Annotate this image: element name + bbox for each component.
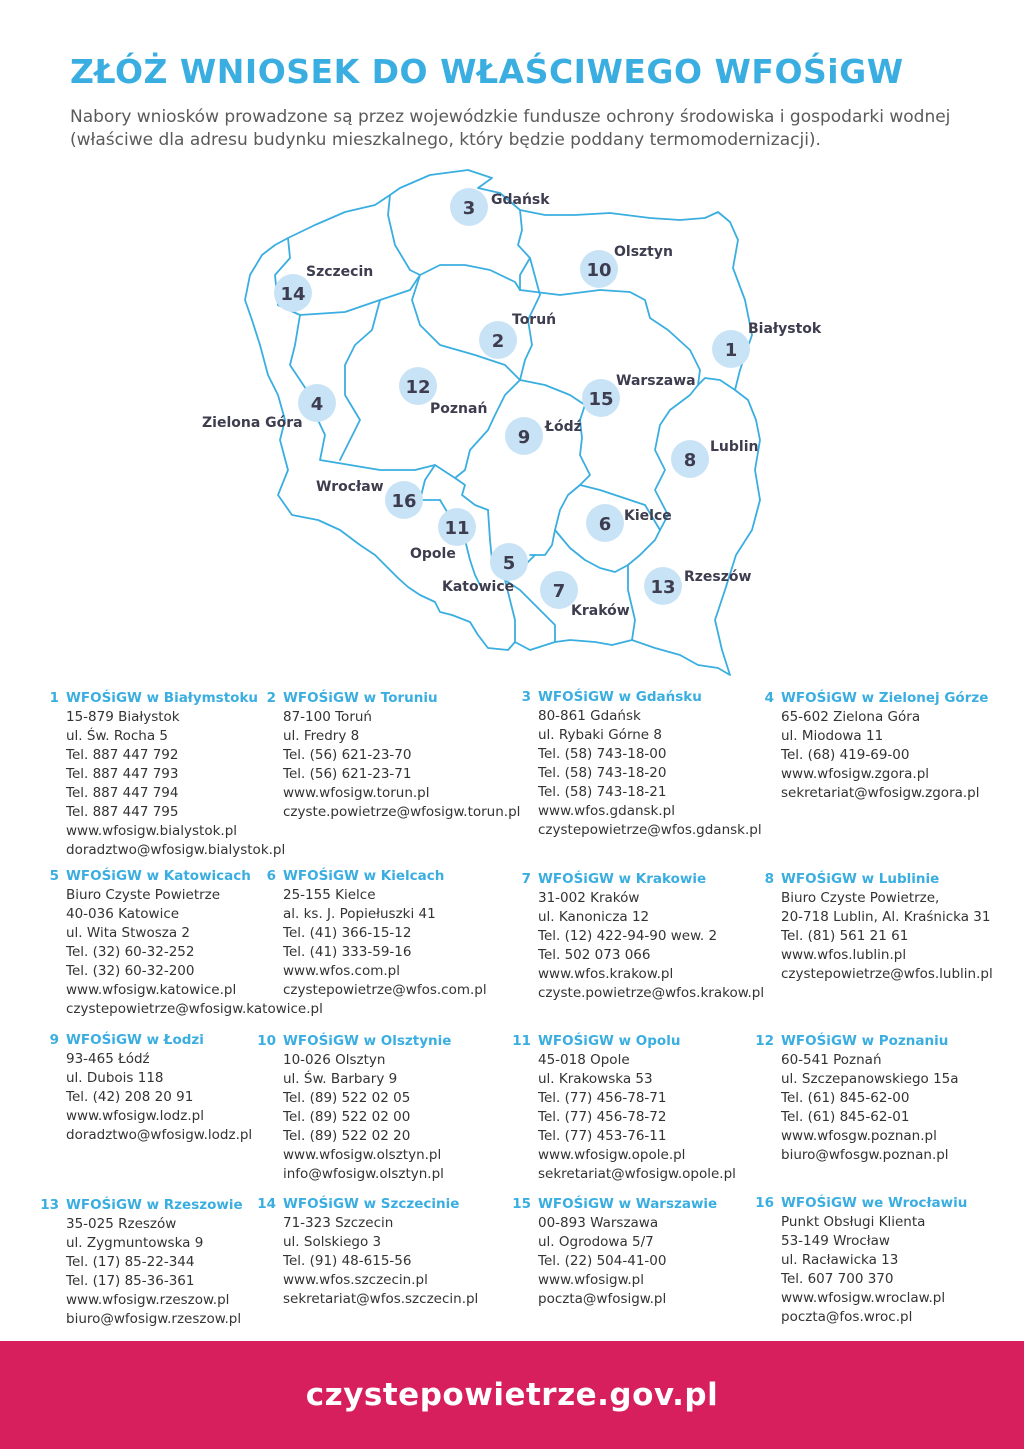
- office-name: WFOŚiGW w Olsztynie: [283, 1033, 452, 1049]
- city-label-olsztyn: Olsztyn: [614, 244, 673, 260]
- office-line: ul. Kanonicza 12: [538, 909, 650, 925]
- page-title: ZŁÓŻ WNIOSEK DO WŁAŚCIWEGO WFOŚiGW: [70, 52, 904, 91]
- office-line: Tel. 887 447 793: [66, 766, 179, 782]
- office-line: ul. Solskiego 3: [283, 1234, 382, 1250]
- office-11: [512, 1032, 736, 1184]
- office-email-link[interactable]: czystepowietrze@wfos.com.pl: [283, 982, 487, 998]
- office-line: Tel. 607 700 370: [781, 1271, 894, 1287]
- office-line: Tel. (89) 522 02 05: [283, 1090, 411, 1106]
- office-2: [266, 689, 521, 822]
- office-line: Tel. (22) 504-41-00: [538, 1253, 667, 1269]
- office-website-link[interactable]: www.wfosgw.poznan.pl: [781, 1128, 937, 1144]
- office-line: Tel. 502 073 066: [538, 947, 651, 963]
- office-line: 60-541 Poznań: [781, 1052, 882, 1068]
- office-14: [257, 1195, 479, 1309]
- office-line: Tel. (68) 419-69-00: [781, 747, 910, 763]
- office-line: ul. Krakowska 53: [538, 1071, 653, 1087]
- office-line: 20-718 Lublin, Al. Kraśnicka 31: [781, 909, 991, 925]
- office-line: Tel. (81) 561 21 61: [781, 928, 909, 944]
- office-name: WFOŚiGW w Katowicach: [66, 868, 251, 884]
- office-email-link[interactable]: info@wfosigw.olsztyn.pl: [283, 1166, 444, 1182]
- office-line: 25-155 Kielce: [283, 887, 376, 903]
- office-number: 2: [266, 690, 276, 706]
- office-8: [764, 870, 993, 984]
- office-line: Punkt Obsługi Klienta: [781, 1214, 926, 1230]
- office-13: [40, 1196, 243, 1329]
- office-line: Tel. (17) 85-36-361: [66, 1273, 195, 1289]
- office-line: 87-100 Toruń: [283, 709, 372, 725]
- office-line: Tel. (41) 333-59-16: [283, 944, 412, 960]
- office-line: Tel. (61) 845-62-01: [781, 1109, 910, 1125]
- office-number: 8: [764, 871, 774, 887]
- office-9: [49, 1031, 253, 1145]
- office-7: [521, 870, 765, 1003]
- region-badge-4[interactable]: [298, 384, 336, 422]
- office-line: Tel. (56) 621-23-70: [283, 747, 412, 763]
- office-line: ul. Rybaki Górne 8: [538, 727, 662, 743]
- office-number: 11: [512, 1033, 531, 1049]
- svg-text:2: 2: [491, 331, 505, 352]
- office-line: Tel. (32) 60-32-200: [66, 963, 195, 979]
- office-line: 71-323 Szczecin: [283, 1215, 394, 1231]
- office-line: ul. Fredry 8: [283, 728, 360, 744]
- office-number: 12: [755, 1033, 774, 1049]
- office-email-link[interactable]: czystepowietrze@wfosigw.katowice.pl: [66, 1001, 323, 1017]
- svg-text:1: 1: [724, 340, 738, 361]
- office-name: WFOŚiGW w Poznaniu: [781, 1033, 949, 1049]
- svg-text:16: 16: [391, 491, 417, 512]
- office-email-link[interactable]: doradztwo@wfosigw.bialystok.pl: [66, 842, 286, 858]
- city-label-katowice: Katowice: [442, 579, 515, 595]
- office-line: 10-026 Olsztyn: [283, 1052, 386, 1068]
- office-line: 45-018 Opole: [538, 1052, 630, 1068]
- svg-text:8: 8: [683, 450, 697, 471]
- office-4: [764, 689, 989, 803]
- office-number: 5: [49, 868, 59, 884]
- office-website-link[interactable]: www.wfos.krakow.pl: [538, 966, 674, 982]
- office-line: 35-025 Rzeszów: [66, 1216, 177, 1232]
- office-number: 3: [521, 689, 531, 705]
- office-website-link[interactable]: www.wfosigw.bialystok.pl: [66, 823, 238, 839]
- office-name: WFOŚiGW w Toruniu: [283, 690, 438, 706]
- region-badge-13[interactable]: [644, 567, 682, 605]
- office-line: 53-149 Wrocław: [781, 1233, 890, 1249]
- footer-website-link[interactable]: czystepowietrze.gov.pl: [305, 1377, 719, 1413]
- office-email-link[interactable]: biuro@wfosigw.rzeszow.pl: [66, 1311, 242, 1327]
- office-line: 00-893 Warszawa: [538, 1215, 659, 1231]
- office-name: WFOŚiGW w Opolu: [538, 1033, 681, 1049]
- svg-text:12: 12: [405, 377, 431, 398]
- office-number: 13: [40, 1197, 59, 1213]
- office-line: 31-002 Kraków: [538, 890, 640, 906]
- office-line: 40-036 Katowice: [66, 906, 180, 922]
- office-line: Tel. 887 447 794: [66, 785, 179, 801]
- office-line: Tel. (41) 366-15-12: [283, 925, 412, 941]
- region-badge-15[interactable]: [582, 379, 620, 417]
- office-website-link[interactable]: www.wfosigw.opole.pl: [538, 1147, 686, 1163]
- office-16: [755, 1194, 968, 1327]
- city-label-rzeszow: Rzeszów: [684, 569, 752, 585]
- svg-text:4: 4: [310, 394, 324, 415]
- office-line: Tel. 887 447 792: [66, 747, 179, 763]
- city-label-lodz: Łódź: [545, 419, 582, 435]
- office-website-link[interactable]: www.wfosigw.wroclaw.pl: [781, 1290, 946, 1306]
- office-email-link[interactable]: sekretariat@wfos.szczecin.pl: [283, 1291, 479, 1307]
- office-line: ul. Ogrodowa 5/7: [538, 1234, 654, 1250]
- office-email-link[interactable]: poczta@fos.wroc.pl: [781, 1309, 913, 1325]
- office-line: Tel. (12) 422-94-90 wew. 2: [538, 928, 718, 944]
- office-website-link[interactable]: www.wfos.gdansk.pl: [538, 803, 675, 819]
- office-line: ul. Dubois 118: [66, 1070, 164, 1086]
- office-name: WFOŚiGW w Kielcach: [283, 868, 445, 884]
- city-label-poznan: Poznań: [430, 401, 488, 417]
- poland-outline: [245, 170, 760, 675]
- office-line: Tel. (32) 60-32-252: [66, 944, 195, 960]
- office-line: Tel. (77) 456-78-71: [538, 1090, 667, 1106]
- office-email-link[interactable]: doradztwo@wfosigw.lodz.pl: [66, 1127, 253, 1143]
- region-badge-8[interactable]: [671, 440, 709, 478]
- city-label-lublin: Lublin: [710, 439, 759, 455]
- region-badge-3[interactable]: [450, 188, 488, 226]
- svg-text:3: 3: [462, 198, 476, 219]
- office-line: ul. Św. Barbary 9: [283, 1071, 398, 1087]
- office-email-link[interactable]: czystepowietrze@wfos.gdansk.pl: [538, 822, 762, 838]
- svg-text:6: 6: [598, 514, 612, 535]
- office-website-link[interactable]: www.wfos.com.pl: [283, 963, 400, 979]
- office-name: WFOŚiGW w Warszawie: [538, 1196, 718, 1212]
- city-label-warszawa: Warszawa: [616, 373, 696, 389]
- region-badge-5[interactable]: [490, 543, 528, 581]
- office-name: WFOŚiGW w Zielonej Górze: [781, 690, 989, 706]
- region-badge-10[interactable]: [580, 250, 618, 288]
- city-label-krakow: Kraków: [571, 603, 630, 619]
- office-line: Tel. (58) 743-18-21: [538, 784, 667, 800]
- office-name: WFOŚiGW w Krakowie: [538, 871, 707, 887]
- svg-text:14: 14: [280, 284, 306, 305]
- city-label-wroclaw: Wrocław: [316, 479, 384, 495]
- svg-text:10: 10: [586, 260, 612, 281]
- office-line: 15-879 Białystok: [66, 709, 180, 725]
- office-email-link[interactable]: czyste.powietrze@wfosigw.torun.pl: [283, 804, 521, 820]
- office-name: WFOŚiGW w Szczecinie: [283, 1196, 460, 1212]
- city-label-szczecin: Szczecin: [306, 264, 374, 280]
- poland-map: [0, 160, 1024, 680]
- office-12: [755, 1032, 959, 1165]
- svg-text:9: 9: [517, 427, 531, 448]
- office-website-link[interactable]: www.wfosigw.pl: [538, 1272, 644, 1288]
- office-line: Tel. (58) 743-18-00: [538, 746, 667, 762]
- office-line: Tel. (77) 453-76-11: [538, 1128, 667, 1144]
- office-line: Tel. (61) 845-62-00: [781, 1090, 910, 1106]
- region-badge-12[interactable]: [399, 367, 437, 405]
- region-badge-6[interactable]: [586, 504, 624, 542]
- office-line: Biuro Czyste Powietrze: [66, 887, 221, 903]
- region-badge-16[interactable]: [385, 481, 423, 519]
- office-line: 93-465 Łódź: [66, 1051, 150, 1067]
- city-label-bialystok: Białystok: [748, 321, 822, 337]
- office-name: WFOŚiGW we Wrocławiu: [781, 1195, 968, 1211]
- region-badge-9[interactable]: [505, 417, 543, 455]
- office-website-link[interactable]: www.wfosigw.lodz.pl: [66, 1108, 204, 1124]
- office-1: [49, 689, 286, 860]
- city-label-zielona-gora: Zielona Góra: [202, 415, 303, 431]
- office-number: 9: [49, 1032, 59, 1048]
- office-website-link[interactable]: www.wfosigw.rzeszow.pl: [66, 1292, 230, 1308]
- office-number: 16: [755, 1195, 774, 1211]
- office-line: Tel. (58) 743-18-20: [538, 765, 667, 781]
- office-line: al. ks. J. Popiełuszki 41: [283, 906, 436, 922]
- office-15: [512, 1195, 718, 1309]
- office-website-link[interactable]: www.wfosigw.torun.pl: [283, 785, 430, 801]
- office-name: WFOŚiGW w Łodzi: [66, 1032, 204, 1048]
- office-website-link[interactable]: www.wfos.lublin.pl: [781, 947, 907, 963]
- office-email-link[interactable]: czyste.powietrze@wfos.krakow.pl: [538, 985, 765, 1001]
- office-line: ul. Szczepanowskiego 15a: [781, 1071, 959, 1087]
- office-number: 6: [266, 868, 276, 884]
- city-label-kielce: Kielce: [624, 508, 672, 524]
- office-line: ul. Zygmuntowska 9: [66, 1235, 204, 1251]
- office-email-link[interactable]: biuro@wfosgw.poznan.pl: [781, 1147, 949, 1163]
- office-email-link[interactable]: czystepowietrze@wfos.lublin.pl: [781, 966, 993, 982]
- office-website-link[interactable]: www.wfosigw.katowice.pl: [66, 982, 237, 998]
- office-line: 65-602 Zielona Góra: [781, 709, 921, 725]
- office-name: WFOŚiGW w Białymstoku: [66, 690, 259, 706]
- office-line: Tel. (42) 208 20 91: [66, 1089, 194, 1105]
- svg-text:15: 15: [588, 389, 614, 410]
- office-line: ul. Wita Stwosza 2: [66, 925, 190, 941]
- office-line: Tel. (56) 621-23-71: [283, 766, 412, 782]
- city-label-opole: Opole: [410, 546, 456, 562]
- region-badge-11[interactable]: [438, 508, 476, 546]
- office-number: 15: [512, 1196, 531, 1212]
- svg-text:11: 11: [444, 518, 470, 539]
- office-line: Tel. (89) 522 02 00: [283, 1109, 411, 1125]
- office-line: Tel. (17) 85-22-344: [66, 1254, 195, 1270]
- office-line: ul. Św. Rocha 5: [66, 728, 169, 744]
- intro-text: Nabory wniosków prowadzone są przez wojewódzkie fundusze ochrony środowiska i gospodarki wodnej (właściwe dla adresu budynku mieszkalnego, który będzie poddany termomodernizacji).: [70, 107, 951, 150]
- office-number: 7: [521, 871, 531, 887]
- office-email-link[interactable]: poczta@wfosigw.pl: [538, 1291, 667, 1307]
- office-number: 10: [257, 1033, 276, 1049]
- office-line: Tel. 887 447 795: [66, 804, 179, 820]
- city-label-torun: Toruń: [512, 312, 557, 328]
- office-website-link[interactable]: www.wfosigw.olsztyn.pl: [283, 1147, 442, 1163]
- office-number: 14: [257, 1196, 276, 1212]
- city-label-gdansk: Gdańsk: [491, 192, 550, 208]
- office-3: [521, 688, 762, 840]
- svg-text:7: 7: [552, 581, 566, 602]
- office-line: Tel. (91) 48-615-56: [283, 1253, 412, 1269]
- office-6: [266, 867, 487, 1000]
- office-line: Tel. (77) 456-78-72: [538, 1109, 667, 1125]
- office-name: WFOŚiGW w Rzeszowie: [66, 1197, 243, 1213]
- office-name: WFOŚiGW w Lublinie: [781, 871, 940, 887]
- svg-text:5: 5: [502, 553, 516, 574]
- region-badge-1[interactable]: [712, 330, 750, 368]
- office-line: Biuro Czyste Powietrze,: [781, 890, 940, 906]
- office-line: ul. Racławicka 13: [781, 1252, 899, 1268]
- office-10: [257, 1032, 452, 1184]
- office-line: 80-861 Gdańsk: [538, 708, 641, 724]
- office-line: ul. Miodowa 11: [781, 728, 884, 744]
- svg-text:13: 13: [650, 577, 676, 598]
- office-number: 1: [49, 690, 59, 706]
- office-name: WFOŚiGW w Gdańsku: [538, 689, 702, 705]
- footer-bar: [0, 1341, 1024, 1449]
- office-website-link[interactable]: www.wfos.szczecin.pl: [283, 1272, 428, 1288]
- office-email-link[interactable]: sekretariat@wfosigw.zgora.pl: [781, 785, 980, 801]
- office-website-link[interactable]: www.wfosigw.zgora.pl: [781, 766, 930, 782]
- office-number: 4: [764, 690, 774, 706]
- office-email-link[interactable]: sekretariat@wfosigw.opole.pl: [538, 1166, 736, 1182]
- office-line: Tel. (89) 522 02 20: [283, 1128, 411, 1144]
